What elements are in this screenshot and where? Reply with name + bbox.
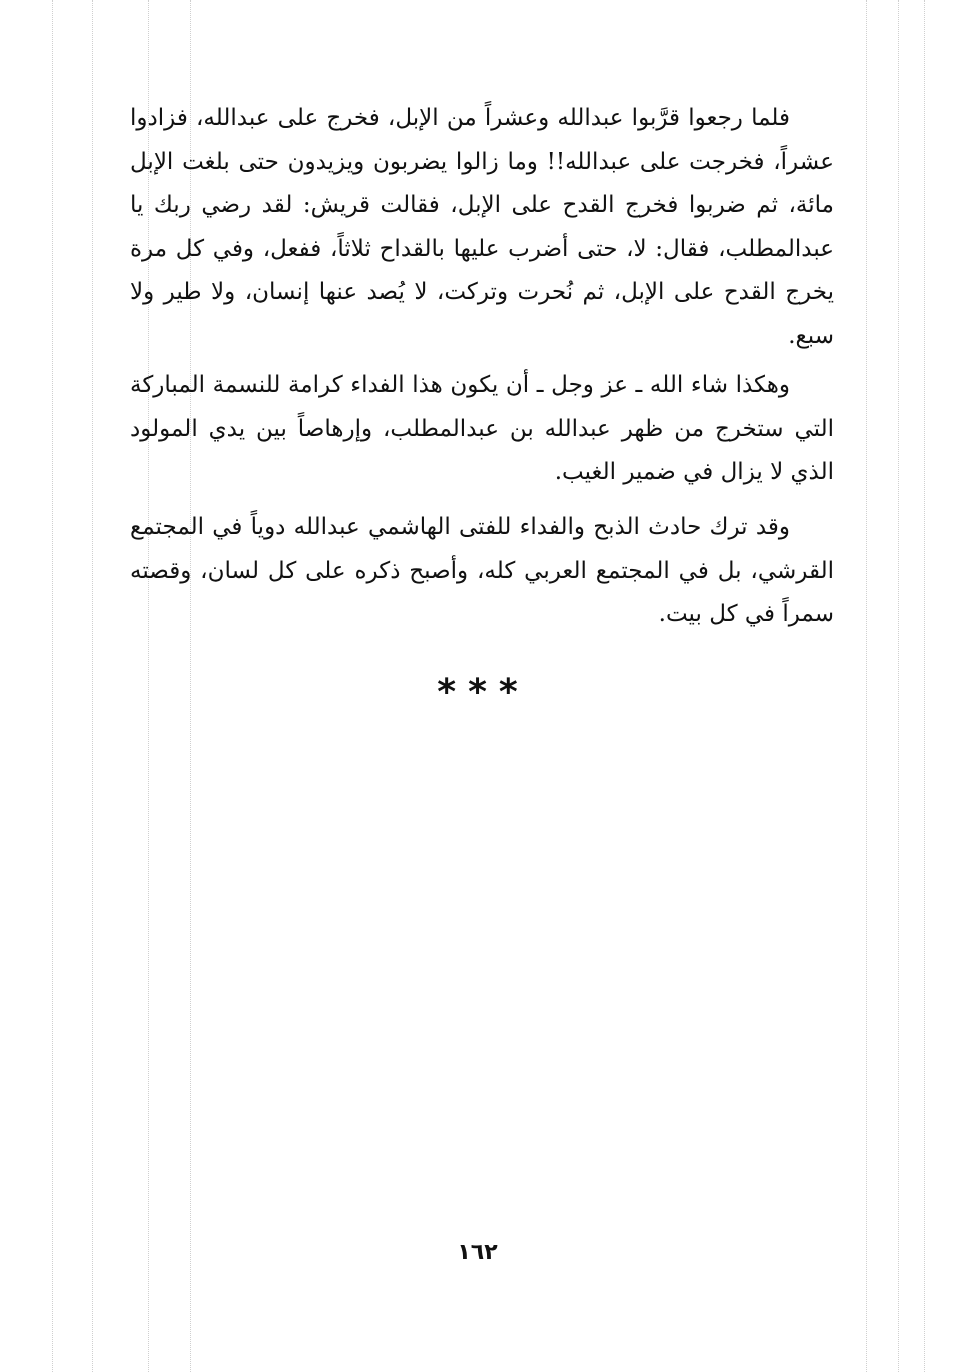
- paragraph-1: [130, 97, 834, 358]
- paragraph-3: [130, 506, 834, 637]
- paragraph-3-text: وقد ترك حادث الذبح والفداء للفتى الهاشمي عبدالله دوياً في المجتمع القرشي، بل في المجتمع العربي كله، وأصبح ذكره على كل لسان، وقصته سمراً في كل بيت.: [130, 514, 834, 627]
- paragraph-2: [130, 364, 834, 495]
- page-number: ١٦٢: [457, 1240, 498, 1265]
- section-separator: ***: [437, 672, 530, 713]
- paragraph-1-text: فلما رجعوا قرَّبوا عبدالله وعشراً من الإبل، فخرج على عبدالله، فزادوا عشراً، فخرجت على عبدالله!! وما زالوا يضربون ويزيدون حتى بلغت الإبل مائة، ثم ضربوا فخرج القدح على الإبل، فقالت قريش: لقد رضي ربك يا عبدالمطلب، فقال: لا، حتى أضرب عليها بالقداح ثلاثاً، ففعل، وفي كل مرة يخرج القدح على الإبل، ثم نُحرت وتركت، لا يُصد عنها إنسان، ولا طير ولا سبع.: [130, 105, 834, 349]
- paragraph-2-text: وهكذا شاء الله ـ عز وجل ـ أن يكون هذا الفداء كرامة للنسمة المباركة التي ستخرج من ظهر عبدالله بن عبدالمطلب، وإرهاصاً بين يدي المولود الذي لا يزال في ضمير الغيب.: [130, 372, 834, 485]
